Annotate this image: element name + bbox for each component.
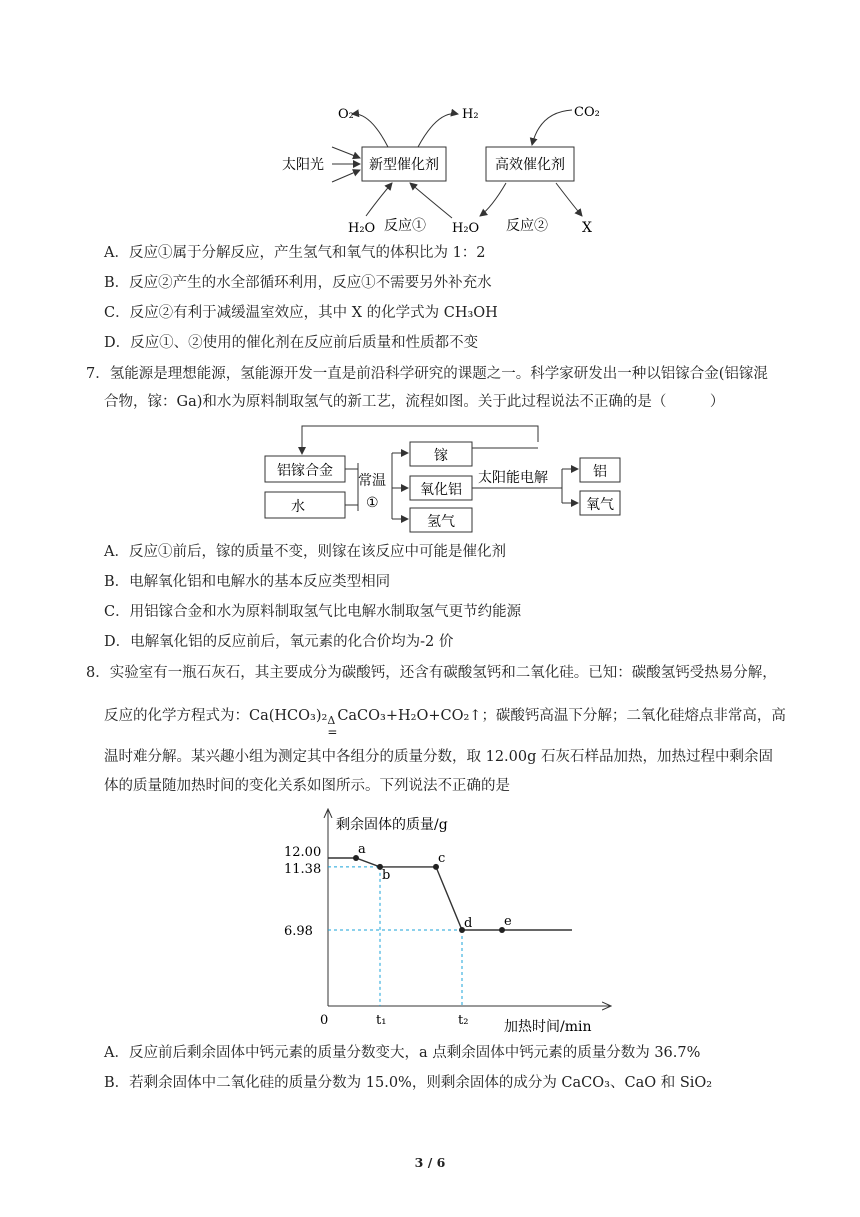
q8-stem-line2: 反应的化学方程式为：Ca(HCO₃)₂ Δ = CaCO₃+H₂O+CO₂↑；碳酸钙高温下分解；二氧化硅熔点非常高，高 xyxy=(104,708,786,739)
condition-label: 常温 xyxy=(358,473,386,489)
water-label: 水 xyxy=(291,499,305,515)
h2o-input-arrow xyxy=(366,183,392,216)
h2-label: H₂ xyxy=(462,107,479,122)
oxygen-label: 氧气 xyxy=(586,497,614,513)
sunlight-arrow xyxy=(332,170,360,182)
y-axis-label: 剩余固体的质量/g xyxy=(336,817,448,833)
mass-vs-time-chart xyxy=(276,806,616,1034)
x-axis-label: 加热时间/min xyxy=(504,1019,592,1034)
reaction1-label: 反应① xyxy=(384,218,426,234)
catalyst-cycle-diagram xyxy=(270,92,620,240)
q7-stem-line1: 7．氢能源是理想能源，氢能源开发一直是前沿科学研究的课题之一。科学家研发出一种以铝镓合金(铝镓混 xyxy=(86,366,768,382)
efficient-catalyst-label: 高效催化剂 xyxy=(495,157,565,173)
y-tick-label: 11.38 xyxy=(284,861,322,877)
aluminum-gallium-flow-diagram xyxy=(262,423,628,535)
q6-option-a: A．反应①属于分解反应，产生氢气和氧气的体积比为 1：2 xyxy=(104,245,486,261)
y-tick-label: 12.00 xyxy=(284,845,322,860)
origin-label: 0 xyxy=(320,1013,329,1028)
point-label-a: a xyxy=(358,842,366,857)
h2o-output-label: H₂O xyxy=(452,221,480,236)
co2-label: CO₂ xyxy=(574,105,600,120)
q7-option-b: B．电解氧化铝和电解水的基本反应类型相同 xyxy=(104,574,391,590)
sunlight-label: 太阳光 xyxy=(282,157,324,173)
alumina-label: 氧化铝 xyxy=(420,482,462,498)
q6-option-b: B．反应②产生的水全部循环利用，反应①不需要另外补充水 xyxy=(104,275,492,291)
q7-option-c: C．用铝镓合金和水为原料制取氢气比电解水制取氢气更节约能源 xyxy=(104,604,522,620)
point-label-b: b xyxy=(382,867,391,883)
x-tick-label: t₁ xyxy=(376,1013,387,1028)
q8-stem-line1: 8．实验室有一瓶石灰石，其主要成分为碳酸钙，还含有碳酸氢钙和二氧化硅。已知：碳酸氢钙受热易分解， xyxy=(86,665,777,681)
h2o-output-arrow xyxy=(480,183,506,216)
gallium-recycle-line xyxy=(302,426,538,454)
water-box xyxy=(265,492,345,518)
aluminum-label: 铝 xyxy=(593,464,607,480)
equation-reactant: 反应的化学方程式为：Ca(HCO₃)₂ xyxy=(104,708,328,724)
gallium-label: 镓 xyxy=(434,448,448,464)
mass-series-line xyxy=(328,858,572,930)
co2-arrow xyxy=(532,110,572,145)
equation-products: CaCO₃+H₂O+CO₂↑ xyxy=(337,708,482,724)
q8-option-b: B．若剩余固体中二氧化硅的质量分数为 15.0%，则剩余固体的成分为 CaCO₃、CaO 和 SiO₂ xyxy=(104,1075,713,1091)
point-label-e: e xyxy=(504,914,512,929)
sunlight-arrow xyxy=(332,147,360,158)
q8-stem-line2-rest: ；碳酸钙高温下分解；二氧化硅熔点非常高，高 xyxy=(481,708,786,724)
q6-option-d: D．反应①、②使用的催化剂在反应前后质量和性质都不变 xyxy=(104,335,479,351)
alloy-label: 铝镓合金 xyxy=(277,463,333,479)
h2o-recycle-arrow xyxy=(410,183,452,218)
q8-stem-line3: 温时难分解。某兴趣小组为测定其中各组分的质量分数，取 12.00g 石灰石样品加热，加热过程中剩余固 xyxy=(104,749,774,765)
q7-stem-line2: 合物，镓：Ga)和水为原料制取氢气的新工艺，流程如图。关于此过程说法不正确的是（ ） xyxy=(104,394,725,410)
delta-symbol: Δ xyxy=(327,714,336,727)
q8-option-a: A．反应前后剩余固体中钙元素的质量分数变大，a 点剩余固体中钙元素的质量分数为 36.7% xyxy=(104,1045,701,1061)
page-number: 3 / 6 xyxy=(414,1155,446,1170)
electrolysis-label: 太阳能电解 xyxy=(478,470,548,486)
step-label: ① xyxy=(366,495,379,511)
hydrogen-label: 氢气 xyxy=(427,514,455,530)
o2-arrow xyxy=(352,114,388,147)
q7-option-d: D．电解氧化铝的反应前后，氧元素的化合价均为-2 价 xyxy=(104,634,454,650)
point-label-d: d xyxy=(464,916,473,931)
o2-label: O₂ xyxy=(338,107,354,122)
q8-stem-line4: 体的质量随加热时间的变化关系如图所示。下列说法不正确的是 xyxy=(104,778,510,794)
new-catalyst-label: 新型催化剂 xyxy=(369,157,439,173)
x-output-arrow xyxy=(556,183,582,216)
y-tick-label: 6.98 xyxy=(284,924,313,939)
h2-arrow xyxy=(418,114,458,147)
reaction2-label: 反应② xyxy=(506,218,548,234)
point-label-c: c xyxy=(438,850,446,866)
q6-option-c: C．反应②有利于减缓温室效应，其中 X 的化学式为 CH₃OH xyxy=(104,305,498,321)
q7-option-a: A．反应①前后，镓的质量不变，则镓在该反应中可能是催化剂 xyxy=(104,544,506,560)
x-tick-label: t₂ xyxy=(458,1013,469,1028)
h2o-input-label: H₂O xyxy=(348,221,376,236)
x-label: X xyxy=(582,220,592,236)
